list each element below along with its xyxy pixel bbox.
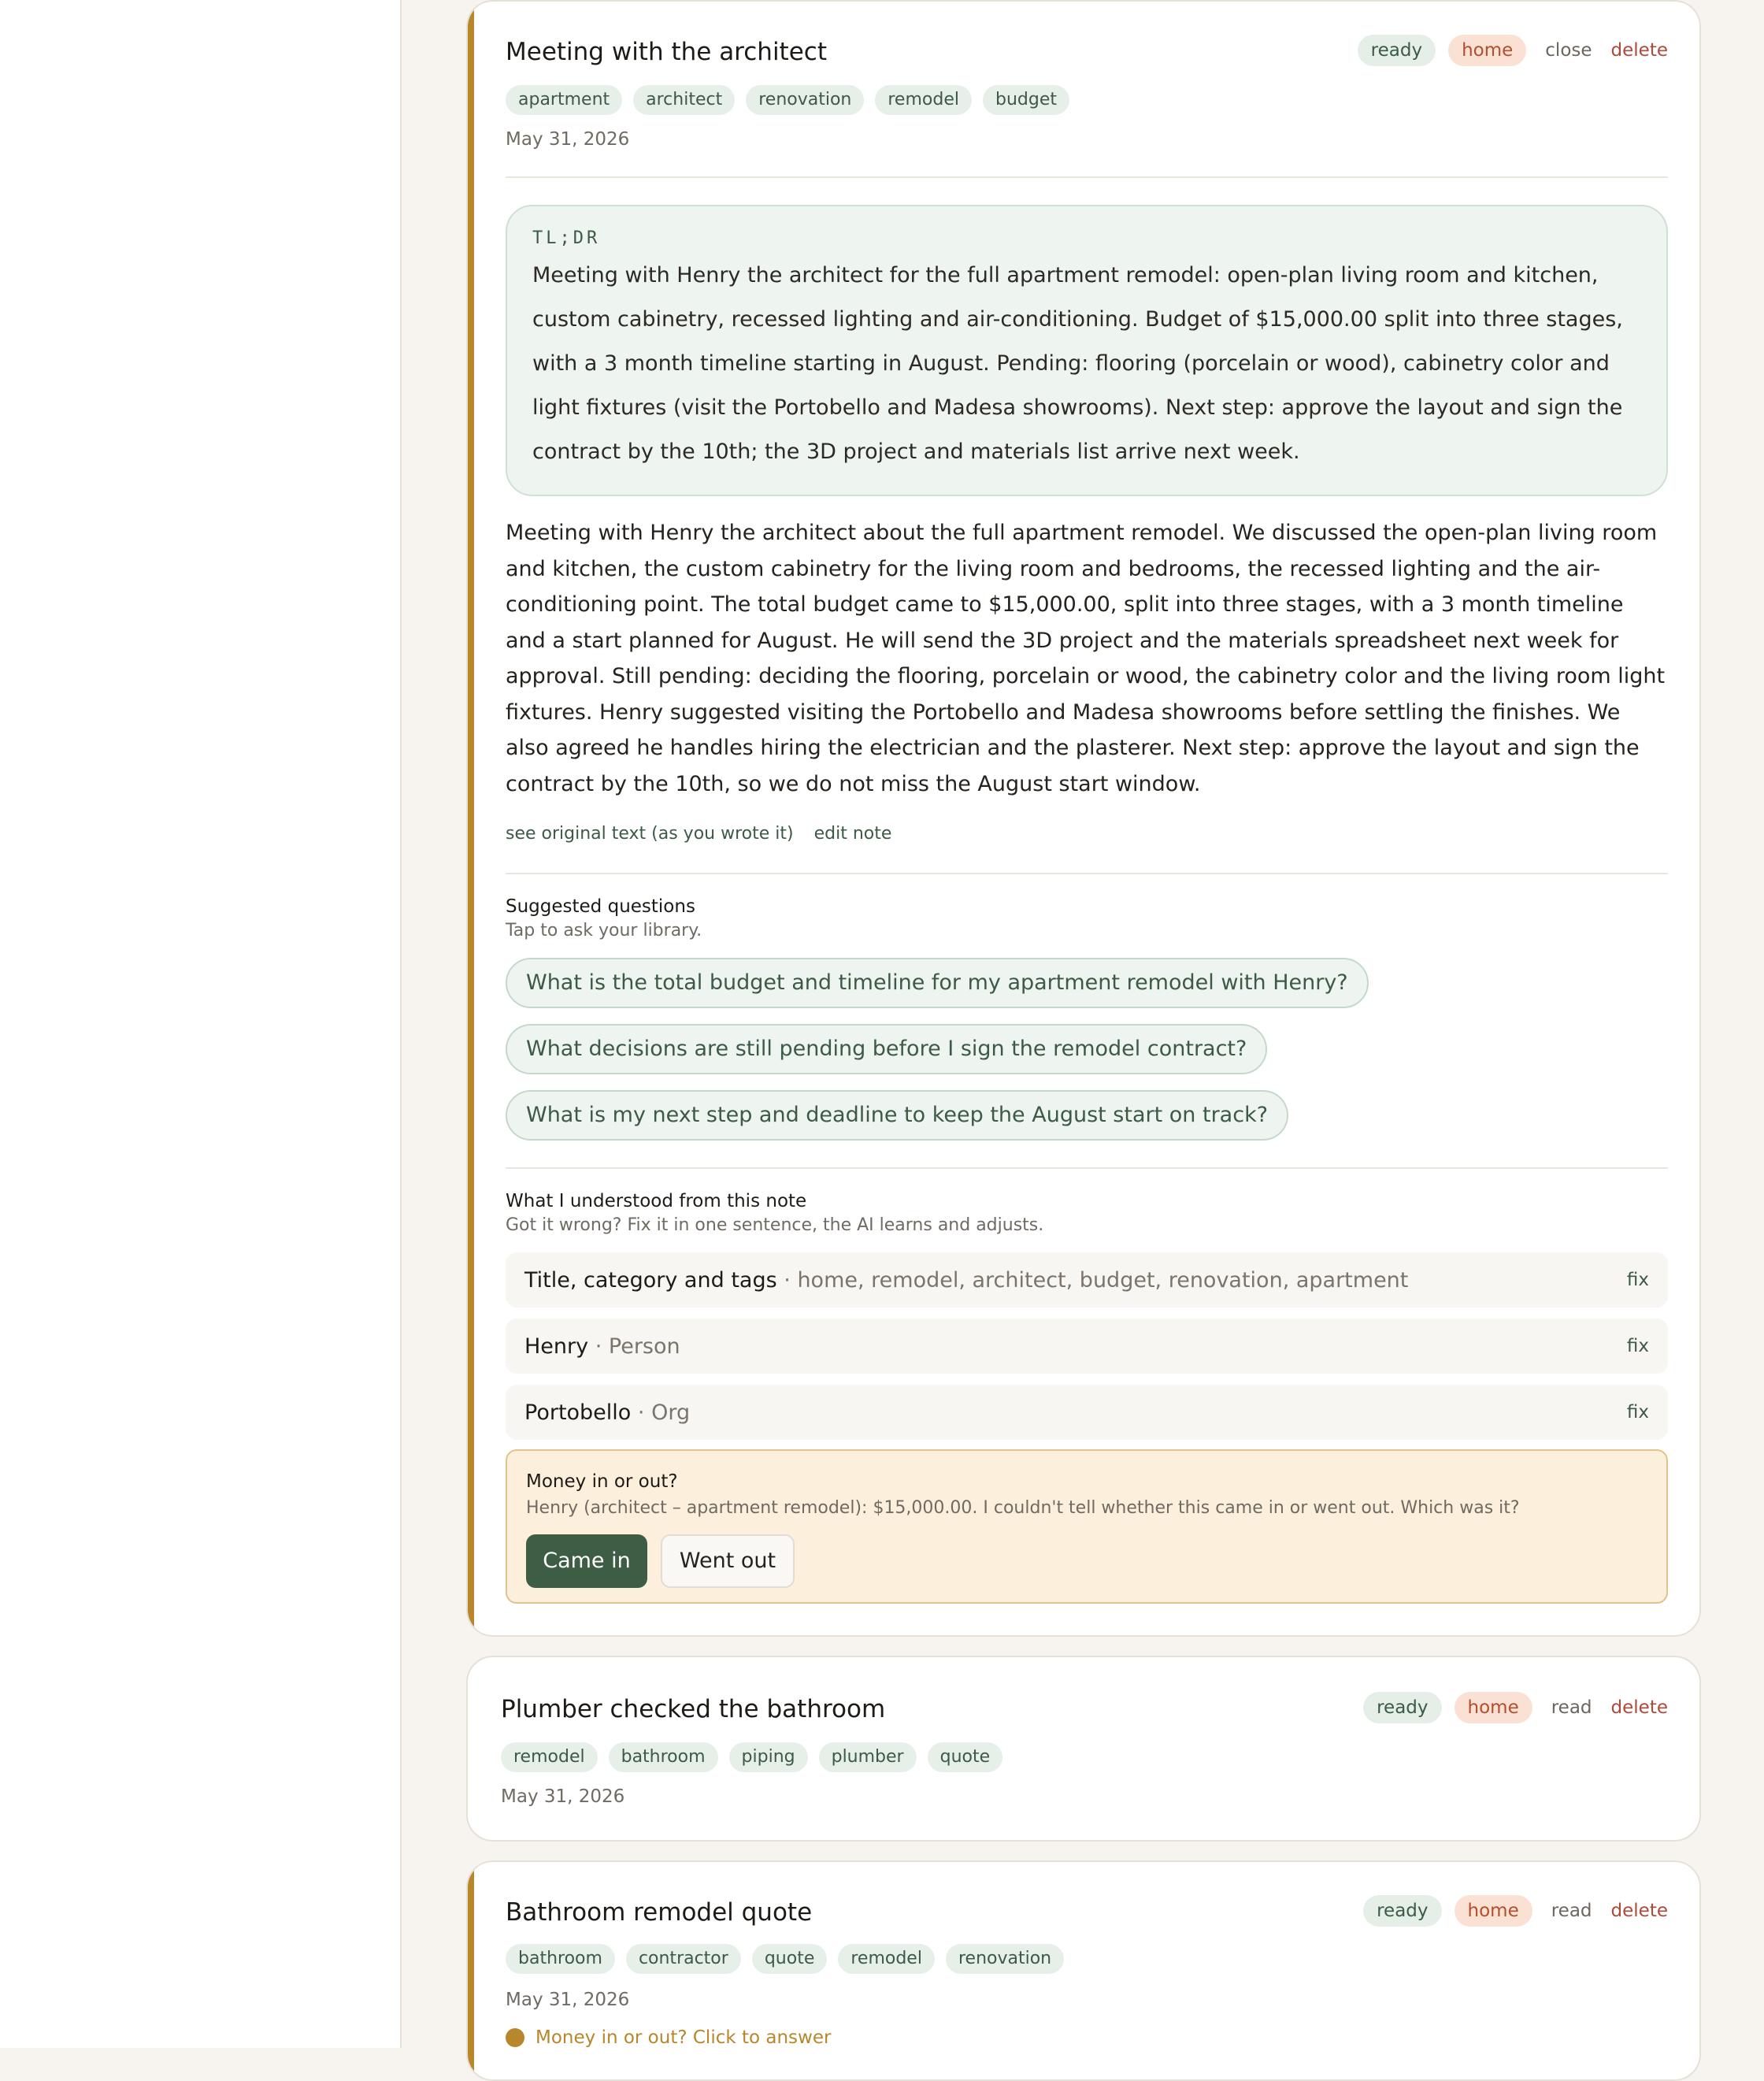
tldr-label: TL;DR xyxy=(532,228,601,248)
money-prompt-title: Money in or out? xyxy=(526,1471,678,1492)
status-badge: ready xyxy=(1363,1692,1441,1723)
note-title[interactable]: Meeting with the architect xyxy=(506,38,827,66)
suggested-questions-title: Suggested questions xyxy=(506,896,695,917)
note-title[interactable]: Plumber checked the bathroom xyxy=(501,1695,886,1723)
sidebar xyxy=(0,0,402,2048)
understood-subtitle: Got it wrong? Fix it in one sentence, the AI learns and adjusts. xyxy=(506,1215,1044,1235)
understood-title: What I understood from this note xyxy=(506,1191,807,1211)
understood-row: Title, category and tags · home, remodel, architect, budget, renovation, apartment fix xyxy=(506,1252,1668,1308)
tag[interactable]: remodel xyxy=(838,1944,935,1974)
went-out-button[interactable]: Went out xyxy=(661,1534,795,1588)
status-badge: ready xyxy=(1358,35,1436,66)
divider xyxy=(506,1167,1668,1169)
note-card[interactable] xyxy=(466,1860,1701,2081)
tag[interactable]: plumber xyxy=(819,1742,917,1772)
category-badge[interactable]: home xyxy=(1448,35,1526,66)
category-badge[interactable]: home xyxy=(1455,1692,1532,1723)
tag[interactable]: piping xyxy=(729,1742,808,1772)
tag[interactable]: quote xyxy=(752,1944,828,1974)
money-direction-prompt xyxy=(506,1449,1668,1604)
fix-button[interactable]: fix xyxy=(1626,1270,1649,1290)
note-title[interactable]: Bathroom remodel quote xyxy=(506,1898,813,1927)
read-button[interactable]: read xyxy=(1551,1697,1592,1718)
understood-label: Henry xyxy=(524,1334,589,1359)
understood-label: Title, category and tags xyxy=(524,1267,777,1293)
tag-list xyxy=(506,85,1069,115)
understood-row: Portobello · Org fix xyxy=(506,1385,1668,1440)
money-prompt-description: Henry (architect – apartment remodel): $15,000.00. I couldn't tell whether this came in or went out. Which was it? xyxy=(526,1498,1520,1518)
tag[interactable]: remodel xyxy=(875,85,972,115)
read-button[interactable]: read xyxy=(1551,1901,1592,1921)
understood-value: Org xyxy=(651,1400,691,1425)
fix-button[interactable]: fix xyxy=(1626,1336,1649,1356)
money-hint-text: Money in or out? Click to answer xyxy=(536,2027,832,2048)
status-badge: ready xyxy=(1363,1895,1441,1927)
status-dot-icon xyxy=(506,2028,524,2047)
delete-button[interactable]: delete xyxy=(1610,40,1668,61)
delete-button[interactable]: delete xyxy=(1610,1901,1668,1921)
tag[interactable]: renovation xyxy=(746,85,864,115)
edit-note-link[interactable]: edit note xyxy=(813,824,892,844)
tag[interactable]: quote xyxy=(928,1742,1003,1772)
understood-row: Henry · Person fix xyxy=(506,1319,1668,1374)
came-in-button[interactable]: Came in xyxy=(526,1534,647,1588)
tag-list xyxy=(506,1944,1064,1974)
delete-button[interactable]: delete xyxy=(1610,1697,1668,1718)
tag[interactable]: apartment xyxy=(506,85,622,115)
note-date: May 31, 2026 xyxy=(506,129,630,150)
tag[interactable]: renovation xyxy=(946,1944,1064,1974)
tldr-text: Meeting with Henry the architect for the full apartment remodel: open-plan living room and kitchen, custom cabinetry, recessed lighting and air-conditioning. Budget of $15,000.00 split into three stages, with a 3 month timeline starting in August. Pending: flooring (porcelain or wood), cabinetry color and light fixtures (visit the Portobello and Madesa showrooms). Next step: approve the layout and sign the contract by the 10th; the 3D project and materials list arrive next week. xyxy=(532,263,1623,464)
tldr-box xyxy=(506,205,1668,496)
note-date: May 31, 2026 xyxy=(506,1990,630,2010)
understood-value: home, remodel, architect, budget, renovation, apartment xyxy=(797,1267,1409,1293)
tag[interactable]: budget xyxy=(983,85,1069,115)
suggested-question-chip[interactable]: What is the total budget and timeline for my apartment remodel with Henry? xyxy=(506,958,1369,1008)
suggested-questions-subtitle: Tap to ask your library. xyxy=(506,921,702,940)
tag[interactable]: bathroom xyxy=(506,1944,615,1974)
suggested-question-chip[interactable]: What is my next step and deadline to keep the August start on track? xyxy=(506,1090,1288,1141)
divider xyxy=(506,873,1668,874)
category-badge[interactable]: home xyxy=(1455,1895,1532,1927)
tag[interactable]: contractor xyxy=(626,1944,741,1974)
note-body: Meeting with Henry the architect about the full apartment remodel. We discussed the open-plan living room and kitchen, the custom cabinetry for the living room and bedrooms, the recessed lighting and the air-conditioning point. The total budget came to $15,000.00, split into three stages, with a 3 month timeline and a start planned for August. He will send the 3D project and the materials spreadsheet next week for approval. Still pending: deciding the flooring, porcelain or wood, the cabinetry color and the living room light fixtures. Henry suggested visiting the Portobello and Madesa showrooms before settling the finishes. We also agreed he handles hiring the electrician and the plasterer. Next step: approve the layout and sign the contract by the 10th, so we do not miss the August start window. xyxy=(506,521,1666,796)
tag-list xyxy=(501,1742,1002,1772)
see-original-link[interactable]: see original text (as you wrote it) xyxy=(506,824,794,844)
fix-button[interactable]: fix xyxy=(1626,1402,1649,1423)
understood-value: Person xyxy=(608,1334,680,1359)
understood-label: Portobello xyxy=(524,1400,632,1425)
money-hint-link[interactable] xyxy=(506,2027,831,2048)
tag[interactable]: architect xyxy=(633,85,735,115)
tag[interactable]: remodel xyxy=(501,1742,598,1772)
note-date: May 31, 2026 xyxy=(501,1786,625,1807)
tag[interactable]: bathroom xyxy=(609,1742,718,1772)
close-button[interactable]: close xyxy=(1545,40,1592,61)
note-card-expanded xyxy=(466,0,1701,1637)
note-card[interactable] xyxy=(466,1656,1701,1842)
suggested-question-chip[interactable]: What decisions are still pending before I sign the remodel contract? xyxy=(506,1024,1267,1074)
divider xyxy=(506,176,1668,178)
